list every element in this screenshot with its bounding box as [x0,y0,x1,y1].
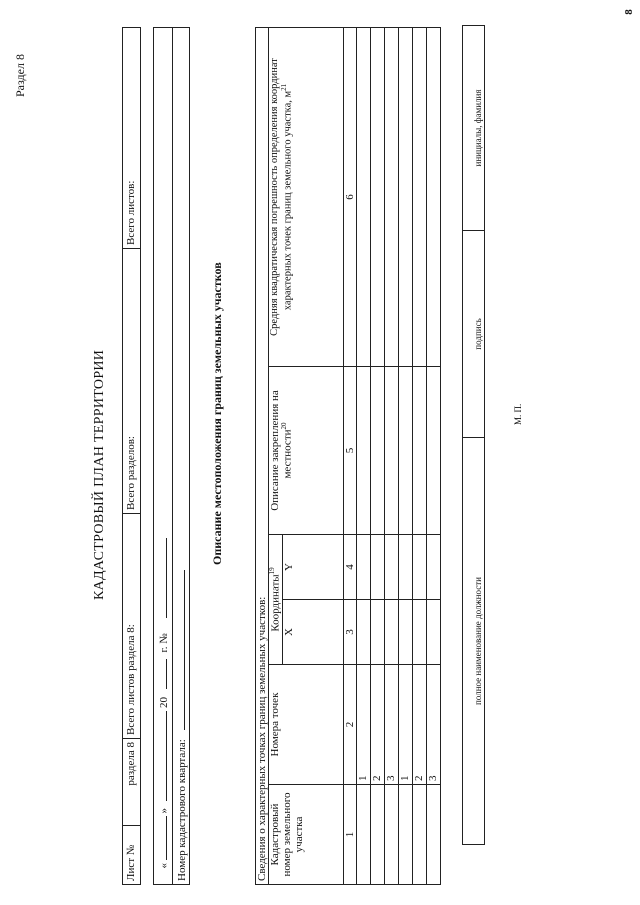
table-row [370,28,384,885]
page-number: 8 [622,9,635,15]
table-row [384,28,398,885]
col-coordinates: Координаты$^{19}$ [269,535,283,665]
col-num-2: 2 [343,665,356,785]
signature-table [462,25,485,845]
col-cadastral-number: Кадастровый номер земельного участка [269,785,344,885]
date-open-quote: « [157,863,170,869]
signature-field: подпись [463,231,485,438]
col-num-3: 3 [343,600,356,665]
table-caption: Сведения о характерных точках границ земельных участков: [256,28,269,885]
header-table [122,27,141,885]
table-row [356,28,370,885]
name-field: инициалы, фамилия [463,26,485,231]
col-point-numbers: Номера точек [269,665,344,785]
col-description: Описание закрепления на местности$^{20}$ [269,367,344,535]
col-y: Y [282,535,343,600]
date-number: г. № [157,633,170,653]
points-table [255,27,441,885]
stamp-placeholder: М. П. [513,403,523,425]
position-field: полное наименование должности [463,438,485,845]
date-close-quote: » [157,808,170,814]
col-num-6: 6 [343,28,356,367]
total-sheets: Всего листов: [123,28,141,249]
sheet-no: Лист № [123,826,141,885]
point-number: 2 [412,665,426,785]
col-num-5: 5 [343,367,356,535]
table-row [426,28,440,885]
section-subtitle: Описание местоположения границ земельных участков [210,262,224,565]
point-number: 3 [384,665,398,785]
point-number: 3 [426,665,440,785]
col-num-4: 4 [343,535,356,600]
col-num-1: 1 [343,785,356,885]
quarter-number [173,28,190,885]
point-number: 1 [356,665,370,785]
date-table [153,27,190,885]
table-row [398,28,412,885]
date-year: 20 [157,697,170,708]
point-number: 1 [398,665,412,785]
total-sheets-section: Всего листов раздела 8: [123,514,141,739]
document-title: КАДАСТРОВЫЙ ПЛАН ТЕРРИТОРИИ [92,349,107,600]
total-sections: Всего разделов: [123,249,141,514]
table-row [412,28,426,885]
section-label: Раздел 8 [13,54,27,97]
col-x: X [282,600,343,665]
date-line [154,28,173,885]
section-of: раздела 8 [123,739,141,826]
quarter-label: Номер кадастрового квартала: [175,739,188,881]
col-error: Средняя квадратическая погрешность определения координат характерных точек границ земельного участка, $м^{21}$ [269,28,344,367]
point-number: 2 [370,665,384,785]
